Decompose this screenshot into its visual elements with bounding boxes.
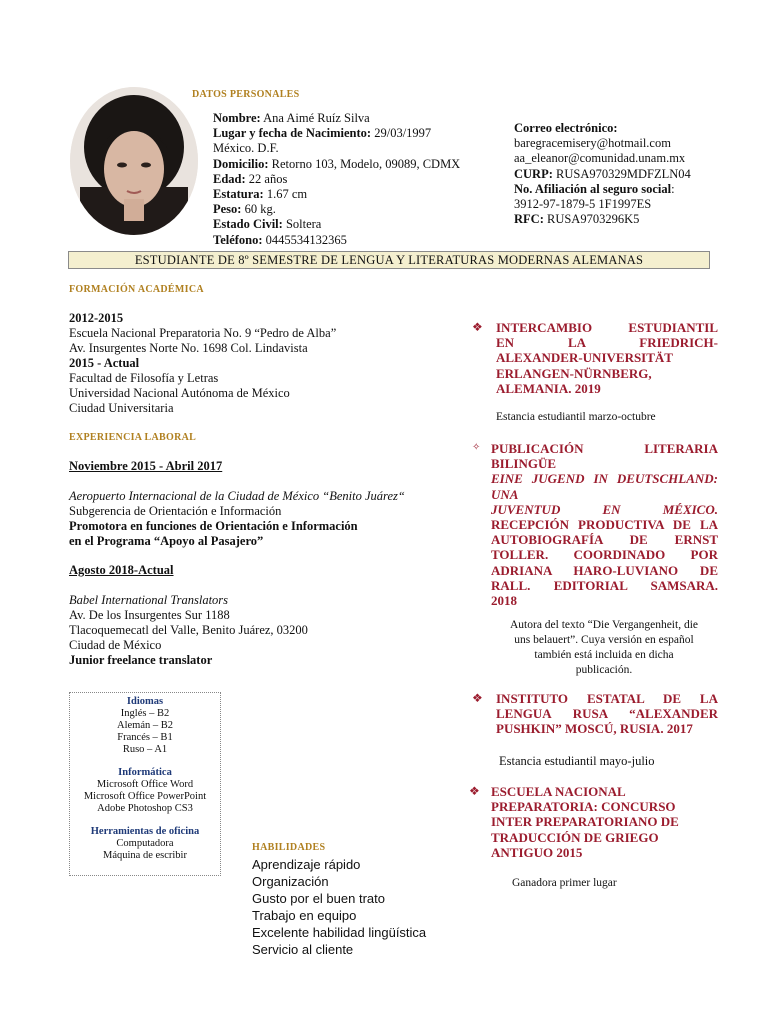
job-1: [69, 459, 405, 549]
it-item: Microsoft Office Word: [96, 779, 194, 790]
personal-line: Lugar y fecha de Nacimiento: 29/03/1997: [213, 126, 432, 141]
language-item: Ruso – A1: [122, 744, 168, 755]
achievement-4-title: ESCUELA NACIONAL PREPARATORIA: CONCURSO INTER PREPARATORIANO DE TRADUCCIÓN DE GRIEGO ANTIGUO 2015: [491, 784, 679, 860]
achievement-2-desc: Autora del texto “Die Vergangenheit, die uns belauert”. Cuya versión en español también está incluida en dicha publicación.: [510, 619, 698, 676]
education-line: Av. Insurgentes Norte No. 1698 Col. Lindavista: [69, 341, 308, 355]
section-title-skills: HABILIDADES: [252, 842, 326, 853]
education-line: 2015 - Actual: [69, 356, 140, 370]
language-item: Inglés – B2: [120, 708, 170, 719]
personal-line: Estatura: 1.67 cm: [213, 187, 308, 202]
tools-item: Máquina de escribir: [103, 850, 187, 861]
personal-line: 3912-97-1879-5 1F1997ES: [514, 197, 652, 212]
education-list: [69, 311, 336, 416]
skills-list: [252, 856, 426, 958]
job-role: Junior freelance translator: [69, 653, 213, 667]
education-line: Ciudad Universitaria: [69, 401, 174, 415]
skills-box: [69, 692, 221, 876]
star-bullet-icon: ✧: [472, 442, 481, 453]
section-title-education: FORMACIÓN ACADÉMICA: [69, 284, 204, 295]
achievement-1-desc: Estancia estudiantil marzo-octubre: [496, 411, 656, 423]
personal-line: RFC: RUSA9703296K5: [514, 212, 640, 227]
personal-data-right: [514, 121, 691, 227]
profile-photo: [70, 87, 198, 235]
education-line: Facultad de Filosofía y Letras: [69, 371, 219, 385]
skill-item: Servicio al cliente: [252, 942, 354, 957]
it-title: Informática: [118, 767, 172, 778]
section-title-experience: EXPERIENCIA LABORAL: [69, 432, 197, 443]
diamond-bullet-icon: ❖: [472, 691, 483, 705]
achievement-3-desc: Estancia estudiantil mayo-julio: [499, 754, 655, 768]
job-period: Agosto 2018-Actual: [69, 563, 174, 577]
personal-line: Nombre: Ana Aimé Ruíz Silva: [213, 111, 370, 125]
skill-item: Trabajo en equipo: [252, 908, 357, 923]
email-primary: baregracemisery@hotmail.com: [514, 136, 671, 151]
language-item: Francés – B1: [117, 732, 173, 743]
personal-line: México. D.F.: [213, 141, 279, 156]
portrait-illustration: [70, 87, 198, 235]
personal-line: Edad: 22 años: [213, 171, 288, 186]
job-2: [69, 563, 308, 668]
it-item: Microsoft Office PowerPoint: [83, 791, 207, 802]
education-line: Universidad Nacional Autónoma de México: [69, 386, 290, 400]
language-item: Alemán – B2: [117, 720, 173, 731]
personal-data-left: [213, 111, 460, 248]
skill-item: Excelente habilidad lingüística: [252, 925, 427, 940]
job-unit: Subgerencia de Orientación e Información: [69, 504, 282, 518]
education-line: 2012-2015: [69, 311, 124, 325]
job-role: en el Programa “Apoyo al Pasajero”: [69, 534, 264, 548]
skill-item: Organización: [252, 874, 329, 889]
personal-line: Domicilio: Retorno 103, Modelo, 09089, CDMX: [213, 156, 461, 171]
headline-banner: ESTUDIANTE DE 8º SEMESTRE DE LENGUA Y LITERATURAS MODERNAS ALEMANAS: [68, 251, 710, 269]
achievement-2-title: PUBLICACIÓN LITERARIA BILINGÜE EINE JUGEND IN DEUTSCHLAND: UNA JUVENTUD EN MÉXICO. RECEPCIÓN PRODUCTIVA DE LA AUTOBIOGRAFÍA DE ERNST TOLLER. COORDINADO POR ADRIANA HARO-LUVIANO DE RALL. EDITORIAL SAMSARA. 2018: [491, 441, 718, 609]
personal-line: Estado Civil: Soltera: [213, 217, 322, 232]
job-company: Babel International Translators: [69, 593, 229, 607]
personal-line: No. Afiliación al seguro social:: [514, 181, 675, 196]
education-line: Escuela Nacional Preparatoria No. 9 “Pedro de Alba”: [69, 326, 337, 340]
job-address: Av. De los Insurgentes Sur 1188: [69, 608, 230, 622]
job-city: Ciudad de México: [69, 638, 162, 652]
diamond-bullet-icon: ❖: [472, 320, 483, 334]
skill-item: Gusto por el buen trato: [252, 891, 385, 906]
personal-line: Teléfono: 0445534132365: [213, 232, 347, 247]
email-secondary: aa_eleanor@comunidad.unam.mx: [514, 151, 686, 166]
skill-item: Aprendizaje rápido: [252, 857, 361, 872]
diamond-bullet-icon: ❖: [469, 784, 480, 798]
tools-item: Computadora: [116, 838, 174, 849]
section-title-personal: DATOS PERSONALES: [192, 89, 300, 100]
job-period: Noviembre 2015 - Abril 2017: [69, 459, 223, 473]
achievement-3-title: INSTITUTO ESTATAL DE LA LENGUA RUSA “ALEXANDER PUSHKIN” MOSCÚ, RUSIA. 2017: [496, 691, 718, 737]
tools-title: Herramientas de oficina: [90, 826, 200, 837]
job-role: Promotora en funciones de Orientación e Información: [69, 519, 358, 533]
it-item: Adobe Photoshop CS3: [97, 803, 193, 814]
personal-line: Peso: 60 kg.: [213, 202, 276, 217]
languages-title: Idiomas: [126, 696, 164, 707]
job-address: Tlacoquemecatl del Valle, Benito Juárez, 03200: [69, 623, 308, 637]
achievement-4-desc: Ganadora primer lugar: [512, 877, 617, 889]
personal-line: CURP: RUSA970329MDFZLN04: [514, 166, 691, 181]
achievement-1-title: INTERCAMBIO ESTUDIANTIL EN LA FRIEDRICH- ALEXANDER-UNIVERSITÄT ERLANGEN-NÜRNBERG, ALEMANIA. 2019: [496, 320, 718, 396]
personal-line: Correo electrónico:: [514, 121, 618, 135]
job-place: Aeropuerto Internacional de la Ciudad de México “Benito Juárez“: [69, 489, 405, 503]
